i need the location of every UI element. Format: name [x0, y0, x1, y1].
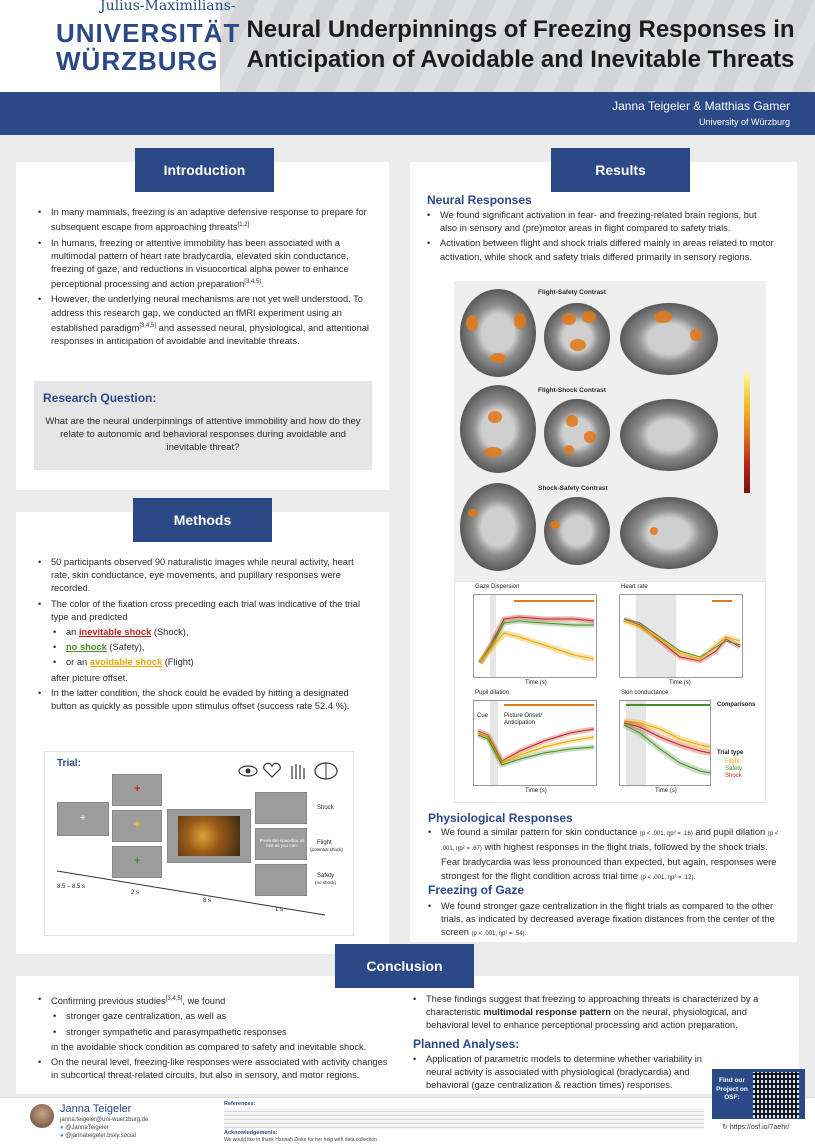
methods-sub-flight: • or an avoidable shock (Flight) — [36, 656, 372, 669]
eye-icon — [239, 766, 257, 776]
affiliation: University of Würzburg — [698, 117, 790, 127]
gaze-list — [426, 900, 776, 944]
osf-link[interactable]: ↻ https://osf.io/7aehr/ — [722, 1124, 790, 1131]
brain-axial-3 — [460, 483, 536, 571]
plot-pupil — [473, 700, 597, 786]
references-text — [224, 1108, 704, 1130]
activation-blob — [468, 509, 478, 517]
neural-bullet-2: • Activation between flight and shock trials differed mainly in areas related to motor activation, while shock and safety trials differed primarily in sensory regions. — [425, 237, 775, 263]
phys-bullet-1: • We found a similar pattern for skin conductance (p < .001, ηp² = .16) and pupil dilation (p < .001, ηp² = .67) with highest responses in the flight trials, followed by the shock trials. Fear bradycardia was less pronounced than expected, but again, responses were strongest for the flight condition across trial time (p < .001, ηp² = .12). — [426, 826, 786, 885]
activation-blob — [582, 311, 596, 323]
plot-skin-title: Skin conductance — [621, 690, 669, 696]
planned-list — [411, 1053, 711, 1095]
brain-coronal-2 — [544, 399, 610, 467]
concl-bullet-2: • On the neural level, freezing-like responses were associated with activity changes in subcortical threat-related circuits, but also in sensory, and motor regions. — [36, 1056, 396, 1082]
activation-blob — [490, 353, 506, 363]
introduction-list — [36, 206, 372, 350]
time-axis — [55, 867, 345, 927]
physiological-heading: Physiological Responses — [428, 811, 573, 825]
activation-blob — [650, 527, 658, 535]
legend-shock: Shock — [725, 773, 742, 779]
cue-label: Cue — [477, 713, 489, 719]
time-label-3: 8 s — [203, 898, 212, 904]
plot-heart-xlabel: Time (s) — [669, 680, 691, 686]
activation-blob — [690, 329, 702, 341]
cue-flight: + — [112, 810, 162, 842]
activation-blob — [562, 313, 576, 325]
trial-figure — [44, 751, 354, 936]
time-label-1: 8.5 – 8.5 s — [57, 884, 86, 890]
contrast-1-label: Flight-Safety Contrast — [538, 289, 606, 296]
activation-blob — [466, 315, 478, 331]
brain-sagittal-3 — [620, 497, 718, 569]
stimulus-picture — [167, 809, 251, 863]
activation-blob — [584, 431, 596, 443]
poster-title-line-2: Anticipation of Avoidable and Inevitable Threats — [246, 46, 795, 73]
cue-safety: + — [112, 846, 162, 878]
measures-icons — [238, 760, 348, 782]
conclusion-right-list — [411, 993, 786, 1035]
methods-bullet-3: • In the latter condition, the shock could be evaded by hitting a designated button as quickly as possible upon stimulus offset (success rate 52.4 %). — [36, 687, 372, 713]
hand-icon — [292, 764, 304, 779]
activation-blob — [566, 415, 578, 427]
brain-sagittal-2 — [620, 399, 718, 471]
bluesky-handle[interactable]: ● @jannateigeler.bsky.social — [60, 1133, 136, 1139]
physiological-list — [426, 826, 786, 887]
time-label-2: 2 s — [131, 890, 140, 896]
legend-comparisons: Comparisons — [717, 702, 756, 708]
outcome-shock-label: Shock — [317, 805, 334, 811]
methods-sub-safety: • no shock (Safety), — [36, 641, 372, 654]
activation-blob — [654, 311, 672, 323]
neural-responses-heading: Neural Responses — [427, 193, 532, 207]
neural-bullet-1: • We found significant activation in fear- and freezing-related brain regions, but also in sensory and (pre)motor areas in flight compared to safety trials. — [425, 209, 775, 235]
activation-blob — [564, 445, 574, 455]
activation-blob — [550, 521, 560, 529]
intro-bullet-2: • In humans, freezing or attentive immobility has been associated with a multimodal pattern of heart rate bradycardia, elevated skin conductance, freezing of gaze, and reductions in visuocortical alpha power to enhance perceptional processing and action preparation[3,4,5]. — [36, 237, 372, 292]
presenter-name: Janna Teigeler — [60, 1103, 132, 1115]
outcome-flight-label: Flight — [317, 840, 332, 846]
introduction-heading: Introduction — [135, 148, 274, 192]
link-icon: ↻ — [722, 1124, 728, 1131]
planned-heading: Planned Analyses: — [413, 1037, 520, 1051]
concl-after: in the avoidable shock condition as compared to safety and inevitable shock. — [51, 1041, 367, 1052]
osf-qr-code[interactable] — [752, 1071, 800, 1119]
twitter-handle[interactable]: ● @JannaTeigeler — [60, 1125, 109, 1131]
outcome-flight-sub: (potential shock) — [310, 847, 344, 852]
avatar — [30, 1104, 54, 1128]
plot-gaze-title: Gaze Dispersion — [475, 584, 520, 590]
plot-heart-title: Heart rate — [621, 584, 648, 590]
cue-shock: + — [112, 774, 162, 806]
outcome-flight-screen — [255, 828, 307, 860]
methods-after: after picture offset. — [51, 672, 128, 683]
trial-label: Trial: — [57, 758, 81, 769]
heart-icon — [264, 763, 281, 777]
logo-line-2: WÜRZBURG — [56, 46, 219, 76]
methods-bullet-1: • 50 participants observed 90 naturalistic images while neural activity, heart rate, skin conductance, eye movements, and pupillary responses were recorded. — [36, 556, 372, 596]
brain-axial-1 — [460, 289, 536, 377]
brain-coronal-3 — [544, 497, 610, 565]
concl-right-bullet-1: • These findings suggest that freezing to approaching threats is characterized by a characteristic multimodal response pattern on the neural, physiological, and behavioral level to enhance perceptional processing and action preparation. — [411, 993, 786, 1033]
gaze-heading: Freezing of Gaze — [428, 883, 525, 897]
onset-label: Picture Onset/ Anticipation — [504, 713, 543, 726]
gaze-bullet-1: • We found stronger gaze centralization in the flight trials as compared to the other trials, as indicated by decreased average fixation distances from the center of the screen (p < .001, ηp² = .54). — [426, 900, 776, 942]
outcome-shock-screen — [255, 792, 307, 824]
colorbar — [744, 373, 750, 493]
brain-contrast-figure — [454, 281, 766, 581]
plot-skin — [619, 700, 711, 786]
bluesky-icon: ● — [60, 1133, 64, 1139]
activation-blob — [488, 411, 502, 423]
brain-axial-2 — [460, 385, 536, 473]
authors: Janna Teigeler & Matthias Gamer — [612, 99, 790, 113]
press-prompt: Press the spacebar as fast as you can! — [259, 838, 305, 848]
outcome-safety-label: Safety — [317, 873, 335, 879]
research-question-text: What are the neural underpinnings of attentive immobility and how do they relate to autonomic and behavioral responses during avoidable and inevitable threat? — [45, 416, 361, 453]
intro-bullet-1: • In many mammals, freezing is an adaptive defensive response to prepare for subsequent escape from approaching threats[1,2] — [36, 206, 372, 235]
fixation-screen: + — [57, 802, 109, 836]
conclusion-heading: Conclusion — [335, 944, 474, 988]
intro-bullet-3: • However, the underlying neural mechanisms are not yet well understood. To address this research gap, we conducted an fMRI experiment using an established paradigm[3,4,5] and assessed neural, physiological, and attentional responses in anticipation of avoidable and inevitable threats. — [36, 293, 372, 348]
contrast-2-label: Flight-Shock Contrast — [538, 387, 606, 394]
poster-title-line-1: Neural Underpinnings of Freezing Responses in — [246, 16, 795, 43]
concl-sub-1: • stronger gaze centralization, as well as — [36, 1010, 396, 1023]
brain-icon — [315, 763, 337, 779]
activation-blob — [514, 313, 526, 329]
activation-blob — [484, 447, 502, 457]
neural-list — [425, 209, 775, 266]
plot-gaze — [473, 594, 597, 678]
plot-pupil-title: Pupil dilation — [475, 690, 510, 696]
references-heading: References: — [224, 1101, 256, 1107]
plot-heart — [619, 594, 743, 678]
pupil-lines — [474, 701, 598, 787]
physiology-figure — [454, 581, 766, 803]
time-label-4: 1 s — [275, 907, 284, 913]
legend-trial-type: Trial type — [717, 750, 744, 756]
methods-list — [36, 556, 372, 715]
plot-pupil-xlabel: Time (s) — [525, 788, 547, 794]
legend-flight: Flight — [725, 759, 740, 765]
methods-bullet-2: • The color of the fixation cross preceding each trial was indicative of the trial type and predicted — [36, 598, 372, 624]
planned-bullet-1: • Application of parametric models to determine whether variability in neural activity is associated with physiological (bradycardia) and behavioral (gaze centralization & reaction times) responses. — [411, 1053, 711, 1093]
conclusion-left-list — [36, 993, 396, 1084]
heart-lines — [620, 595, 744, 679]
activation-blob — [570, 339, 586, 351]
brain-coronal-1 — [544, 303, 610, 371]
logo-small-text: Julius-Maximilians- — [100, 0, 236, 14]
skin-lines — [620, 701, 712, 787]
gaze-lines — [474, 595, 598, 679]
twitter-icon: ● — [60, 1125, 64, 1131]
methods-sub-shock: • an inevitable shock (Shock), — [36, 626, 372, 639]
contrast-3-label: Shock-Safety Contrast — [538, 485, 608, 492]
research-question-box — [34, 381, 372, 470]
plot-gaze-xlabel: Time (s) — [525, 680, 547, 686]
acknowledgements-text: We would like to thank Hannah Zinke for her help with data collection. — [224, 1137, 379, 1143]
osf-label: Find our Project on OSF: — [716, 1077, 748, 1101]
legend-safety: Safety — [725, 766, 743, 772]
presenter-email[interactable]: janna.teigeler@uni-wuerzburg.de — [60, 1117, 149, 1123]
plot-skin-xlabel: Time (s) — [655, 788, 677, 794]
logo-line-1: UNIVERSITÄT — [56, 18, 241, 48]
methods-heading: Methods — [133, 498, 272, 542]
concl-sub-2: • stronger sympathetic and parasympathetic responses — [36, 1026, 396, 1039]
acknowledgements-heading: Acknowledgements: — [224, 1130, 278, 1136]
outcome-safety-sub: (no shock) — [315, 880, 337, 885]
research-question-heading: Research Question: — [43, 391, 157, 405]
concl-bullet-1: • Confirming previous studies[3,4,5], we found — [36, 993, 396, 1008]
results-heading: Results — [551, 148, 690, 192]
